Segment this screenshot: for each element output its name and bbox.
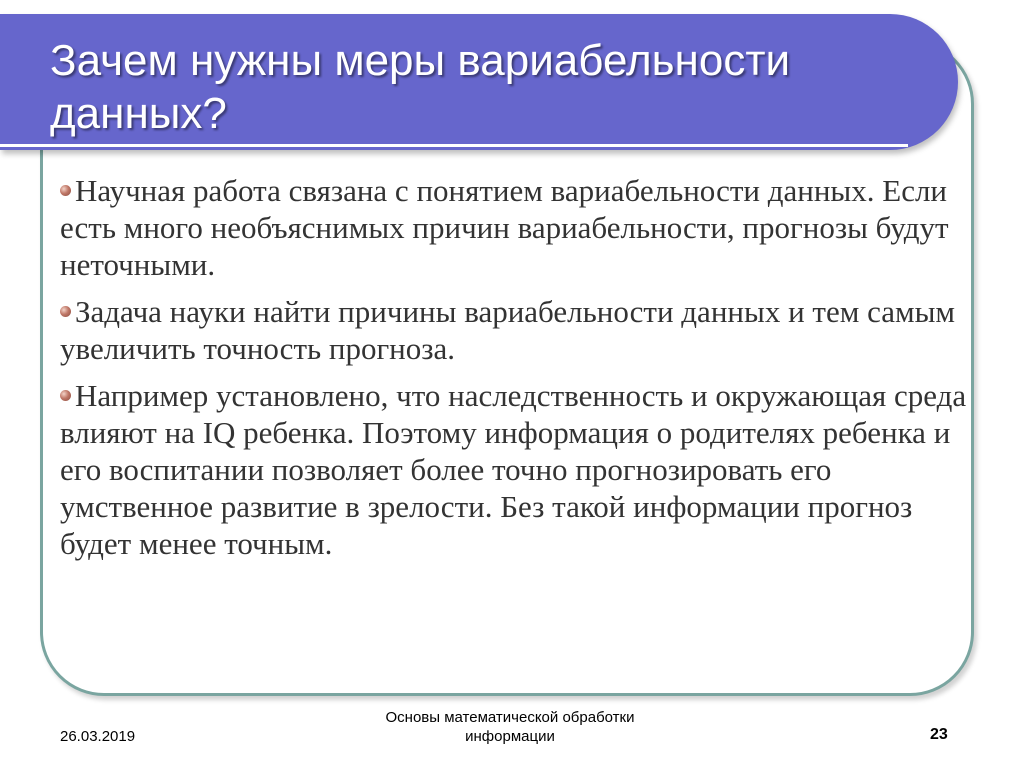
bullet-list bbox=[60, 172, 970, 572]
bullet-dot-icon bbox=[60, 390, 71, 401]
title-underline bbox=[0, 144, 908, 147]
bullet-dot-icon bbox=[60, 185, 71, 196]
bullet-item bbox=[60, 172, 970, 283]
bullet-item bbox=[60, 377, 970, 562]
bullet-text: Научная работа связана с понятием вариабельности данных. Если есть много необъяснимых причин вариабельности, прогнозы будут неточными. bbox=[60, 173, 949, 282]
footer-date: 26.03.2019 bbox=[60, 728, 136, 745]
bullet-text: Например установлено, что наследственность и окружающая среда влияют на IQ ребенка. Поэтому информация о родителях ребенка и его воспитании позволяет более точно прогнозировать его умственное развитие в зрелости. Без такой информации прогноз будет менее точным. bbox=[60, 378, 967, 561]
footer-course-title: Основы математической обработки информации bbox=[385, 709, 635, 745]
page-number: 23 bbox=[930, 726, 948, 743]
slide-title: Зачем нужны меры вариабельности данных? bbox=[50, 36, 791, 138]
bullet-text: Задача науки найти причины вариабельности данных и тем самым увеличить точность прогноза. bbox=[60, 294, 956, 366]
bullet-dot-icon bbox=[60, 306, 71, 317]
bullet-item bbox=[60, 293, 970, 367]
title-banner bbox=[0, 14, 958, 150]
